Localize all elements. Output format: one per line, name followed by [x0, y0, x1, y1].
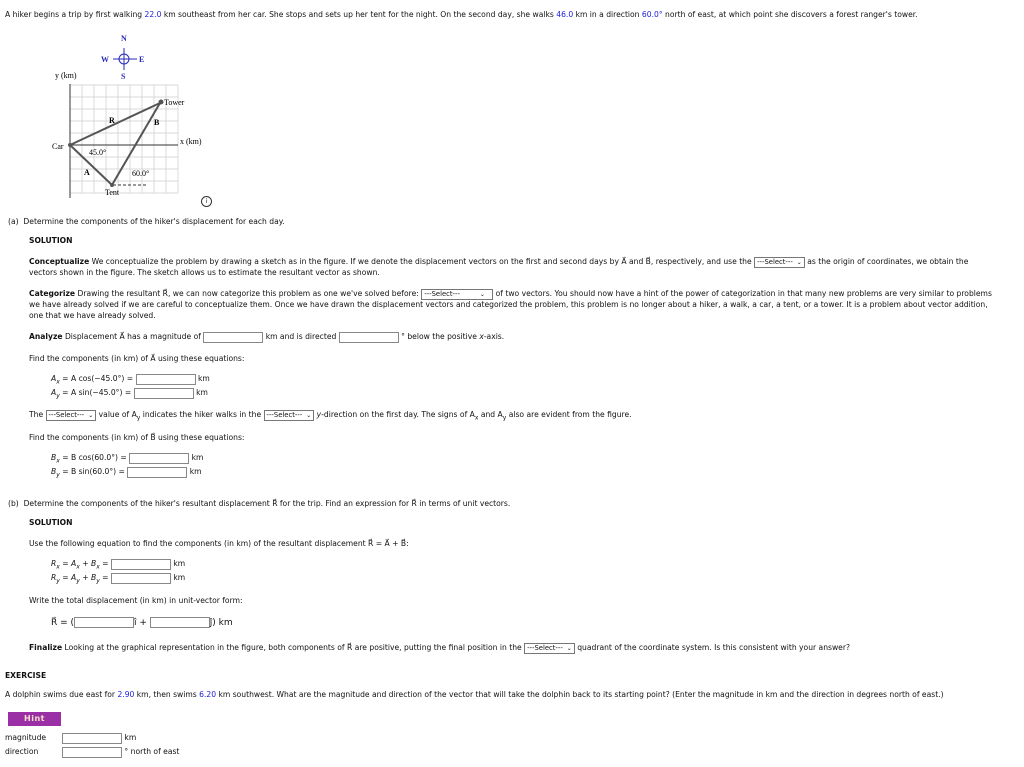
text: y [56, 471, 60, 479]
part-b-question [8, 498, 510, 509]
text: y [56, 577, 60, 585]
text: km and is directed [263, 332, 339, 341]
text: î + [134, 618, 150, 628]
text: = [99, 573, 111, 582]
sign-sentence [29, 409, 632, 424]
text: = A [59, 559, 77, 568]
magnitude-label: magnitude [5, 733, 47, 742]
chevron-down-icon: ⌄ [479, 290, 485, 298]
r-label: R [109, 116, 115, 125]
solution-heading: SOLUTION [29, 518, 73, 527]
text: = [99, 559, 111, 568]
compass-w: W [101, 55, 109, 64]
distance-2: 6.20 [199, 690, 217, 699]
origin-select[interactable] [754, 257, 805, 268]
text: also are evident from the figure. [506, 410, 632, 419]
text: + B [79, 573, 97, 582]
text: Displacement A⃗ has a magnitude of [62, 332, 204, 341]
text: ° below the positive [398, 332, 480, 341]
compass-s: S [121, 72, 126, 81]
quadrant-select[interactable] [524, 643, 575, 654]
text: + B [79, 559, 97, 568]
hint-button[interactable]: Hint [8, 712, 61, 726]
step-heading: Analyze [29, 332, 63, 341]
text: y [96, 577, 100, 585]
text: y [136, 414, 141, 422]
text: y [502, 414, 507, 422]
angle-45-label: 45.0° [89, 148, 107, 157]
text: A dolphin swims due east for [5, 690, 118, 699]
analyze-para [29, 331, 504, 343]
part-a-question [8, 216, 285, 227]
chevron-down-icon: ⌄ [88, 411, 94, 419]
text: Drawing the resultant R⃗, we can now categorize this problem as one we've solved before: [75, 289, 422, 298]
part-label: (a) [8, 217, 19, 226]
text: -axis. [483, 332, 505, 341]
step-heading: Categorize [29, 289, 76, 298]
text: B [51, 453, 57, 462]
bx-input[interactable] [129, 453, 189, 464]
ay-input[interactable] [134, 388, 194, 399]
categorize-para [29, 288, 992, 300]
compass-rose [101, 34, 144, 81]
r-j-input[interactable] [150, 617, 210, 628]
ry-equation [51, 572, 185, 587]
direction-label: direction [5, 747, 39, 756]
distance-2: 46.0 [556, 10, 574, 19]
text: The [29, 410, 46, 419]
ax-equation [51, 373, 210, 388]
text: x [56, 378, 60, 386]
by-input[interactable] [127, 467, 187, 478]
conceptualize-para [29, 256, 968, 268]
text: value of A [96, 410, 137, 419]
solution-heading: SOLUTION [29, 236, 73, 245]
select-label: ---Select--- [266, 410, 303, 419]
text: km, then swims [134, 690, 200, 699]
chevron-down-icon: ⌄ [566, 644, 572, 652]
b-label: B [154, 118, 160, 127]
ry-input[interactable] [111, 573, 171, 584]
magnitude-a-input[interactable] [203, 332, 263, 343]
text: km southwest. What are the magnitude and direction of the vector that will take the dolphin back to its starting point? (Enter the magnitude in km and the direction in degrees north of east.) [216, 690, 944, 699]
text: x [474, 414, 479, 422]
unit: km [189, 467, 202, 476]
angle-a-input[interactable] [339, 332, 399, 343]
distance-1: 2.90 [117, 690, 135, 699]
direction-row [62, 746, 179, 758]
text: Use the following equation to find the components (in km) of the resultant displacement R⃗ = A⃗ + B⃗: [29, 539, 409, 548]
unit: km [197, 374, 210, 383]
hiker-figure [40, 28, 220, 198]
select-label: ---Select--- [48, 410, 85, 419]
text: y [314, 410, 322, 419]
text: Write the total displacement (in km) in unit-vector form: [29, 596, 243, 605]
angle-60-label: 60.0° [132, 169, 150, 178]
text: we have already solved if we are careful to conceptualize them. Once we have drawn the displacement vectors and categorized the problem, this problem is no longer about a hiker, a walk, a car, a tent, or a tower. It is a problem about vector addition, [29, 300, 988, 309]
unit: km [191, 453, 204, 462]
question-text: Determine the components of the hiker's resultant displacement R⃗ for the trip. Find an expression for R⃗ in terms of unit vectors. [23, 499, 511, 508]
bx-equation [51, 452, 203, 467]
text: B [51, 467, 57, 476]
tower-label: Tower [164, 98, 185, 107]
text: A [51, 388, 57, 397]
by-equation [51, 466, 202, 481]
text: km in a direction [573, 10, 642, 19]
text: x [56, 457, 60, 465]
text: y [56, 392, 60, 400]
tent-label: Tent [105, 188, 120, 197]
step-heading: Finalize [29, 643, 63, 652]
text: R [51, 573, 57, 582]
text: = A cos(−45.0°) = [59, 374, 136, 383]
text: one that we have already solved. [29, 311, 156, 320]
angle: 60.0° [641, 10, 663, 19]
r-i-input[interactable] [74, 617, 134, 628]
text: R [51, 559, 57, 568]
text: We conceptualize the problem by drawing a sketch as in the figure. If we denote the displacement vectors on the first and second days by A⃗ and B⃗, respectively, and use the [89, 257, 755, 266]
text: Looking at the graphical representation in the figure, both components of R⃗ are positive, putting the final position in the [62, 643, 525, 652]
text: and A [478, 410, 503, 419]
chevron-down-icon: ⌄ [306, 411, 312, 419]
compass-n: N [121, 34, 127, 43]
sign-select[interactable] [46, 410, 97, 421]
select-label: ---Select--- [527, 643, 563, 652]
text: = B sin(60.0°) = [59, 467, 128, 476]
unit: ° north of east [124, 747, 180, 756]
find-b-prompt: Find the components (in km) of B⃗ using these equations: [29, 433, 245, 442]
problem-statement [5, 9, 918, 20]
text: km southeast from her car. She stops and sets up her tent for the night. On the second day, she walks [161, 10, 557, 19]
compass-e: E [139, 55, 145, 64]
ay-equation [51, 387, 208, 402]
unit-vector-equation [51, 617, 233, 629]
finalize-para [29, 642, 850, 654]
text: -direction on the first day. The signs of A [321, 410, 475, 419]
distance-1: 22.0 [144, 10, 162, 19]
text: vectors shown in the figure. The sketch allows us to estimate the resultant vector as shown. [29, 268, 380, 277]
ax-input[interactable] [136, 374, 196, 385]
select-label: ---Select--- [757, 257, 793, 266]
text: x [479, 332, 484, 341]
y-axis-label: y (km) [55, 71, 77, 80]
chevron-down-icon: ⌄ [796, 258, 802, 266]
select-label: ---Select--- [424, 289, 460, 298]
question-text: Determine the components of the hiker's displacement for each day. [23, 217, 285, 226]
text: = B cos(60.0°) = [59, 453, 130, 462]
text: A [51, 374, 57, 383]
text: as the origin of coordinates, we obtain the [804, 257, 969, 266]
a-label: A [84, 168, 90, 177]
rx-equation [51, 558, 185, 573]
text: = A [59, 573, 77, 582]
text: quadrant of the coordinate system. Is this consistent with your answer? [574, 643, 850, 652]
direction-select[interactable] [264, 410, 315, 421]
text: x [56, 563, 60, 571]
text: x [96, 563, 100, 571]
unit: km [173, 573, 186, 582]
unit: km [173, 559, 186, 568]
exercise-heading: EXERCISE [5, 671, 47, 680]
rx-input[interactable] [111, 559, 171, 570]
direction-input[interactable] [62, 747, 122, 758]
text: ĵ) km [209, 618, 233, 628]
find-a-prompt: Find the components (in km) of A⃗ using these equations: [29, 354, 245, 363]
text: north of east, at which point she discovers a forest ranger's tower. [662, 10, 918, 19]
exercise-statement [5, 689, 944, 700]
category-select[interactable] [421, 289, 493, 300]
car-label: Car [52, 142, 64, 151]
text: R⃗ = ( [51, 618, 75, 628]
magnitude-row [62, 732, 136, 744]
info-icon[interactable]: i [201, 196, 212, 207]
unit: km [196, 388, 208, 397]
text: y [76, 577, 80, 585]
text: = A sin(−45.0°) = [59, 388, 134, 397]
text: indicates the hiker walks in the [140, 410, 264, 419]
x-axis-label: x (km) [180, 137, 202, 146]
text: of two vectors. You should now have a hint of the power of categorization in that many new problems are very similar to problems [493, 289, 992, 298]
step-heading: Conceptualize [29, 257, 90, 266]
magnitude-input[interactable] [62, 733, 122, 744]
part-label: (b) [8, 499, 19, 508]
text: x [76, 563, 80, 571]
unit: km [124, 733, 137, 742]
text: A hiker begins a trip by first walking [5, 10, 145, 19]
